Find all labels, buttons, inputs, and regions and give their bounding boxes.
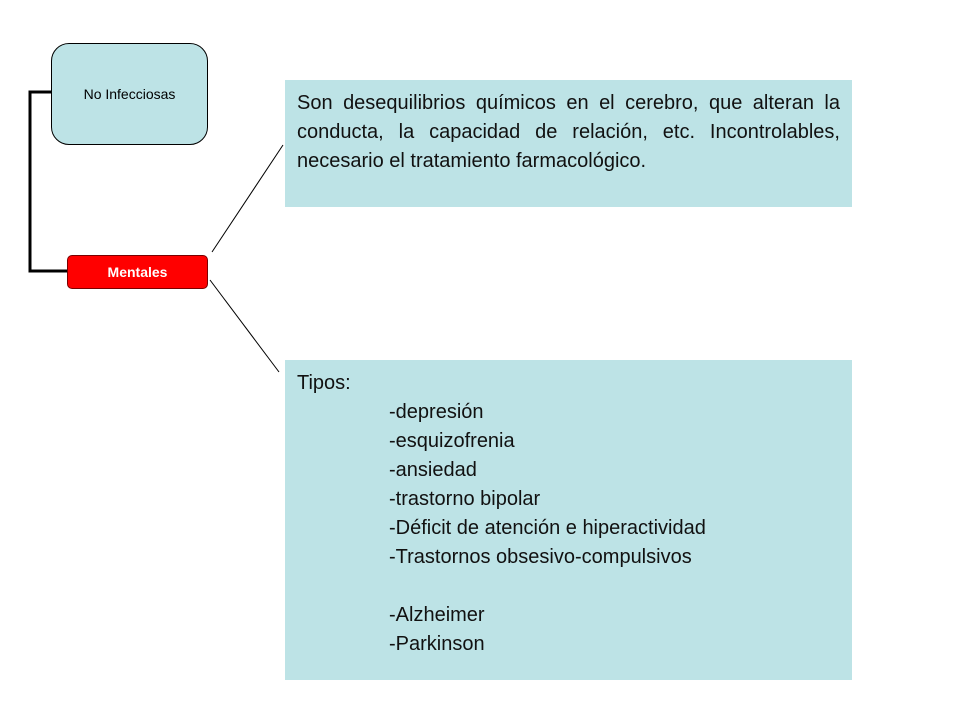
description-box: [285, 80, 852, 207]
no-infecciosas-node: [51, 43, 208, 145]
connector-to-description: [212, 145, 283, 252]
mentales-label: Mentales: [107, 264, 168, 280]
list-item: -Trastornos obsesivo-compulsivos: [389, 546, 692, 568]
types-box: [285, 360, 852, 680]
list-spacer: [389, 572, 840, 601]
list-item: -ansiedad: [389, 459, 477, 481]
no-infecciosas-label: No Infecciosas: [83, 86, 176, 102]
connector-to-types: [210, 280, 279, 372]
list-item: -depresión: [389, 401, 484, 423]
list-item: -esquizofrenia: [389, 430, 515, 452]
mentales-node: [67, 255, 208, 289]
types-list: [297, 398, 840, 659]
list-item: -Déficit de atención e hiperactividad: [389, 517, 706, 539]
list-item: -Parkinson: [389, 633, 485, 655]
description-text: Son desequilibrios químicos en el cerebro, que alteran la conducta, la capacidad de relación, etc. Incontrolables, necesario el tratamiento farmacológico.: [297, 92, 840, 172]
list-item: -Alzheimer: [389, 604, 485, 626]
list-item: -trastorno bipolar: [389, 488, 541, 510]
types-title: Tipos:: [297, 372, 351, 394]
